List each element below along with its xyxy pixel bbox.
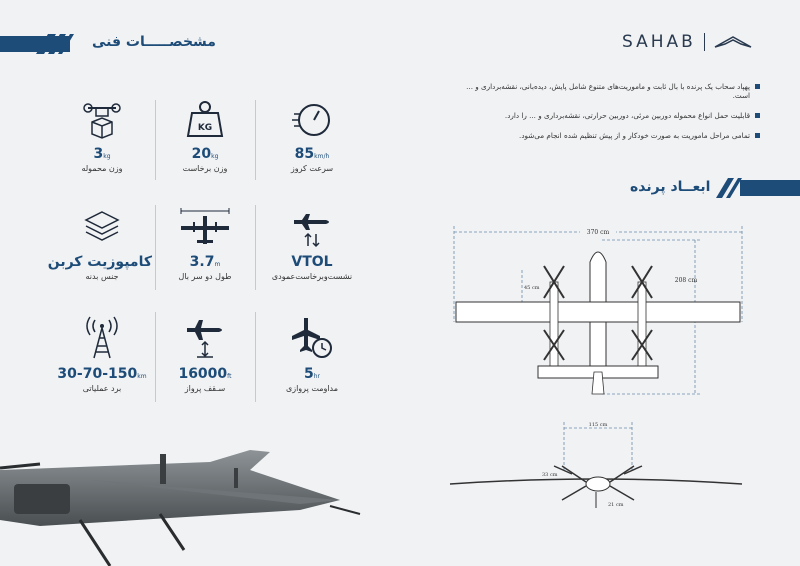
takeoff-weight-unit: kg [211, 153, 219, 160]
divider [255, 100, 256, 180]
prop-offset-label: 45 cm [524, 285, 540, 291]
brand-name: SAHAB [622, 32, 696, 52]
range-value: 30-70-150 [57, 366, 138, 382]
bullet-icon [755, 113, 760, 118]
spec-wingspan [155, 208, 255, 281]
specs-header [0, 30, 230, 58]
wingspan-unit: m [214, 261, 221, 268]
spec-range [52, 316, 152, 393]
span-dimension-label: 370 cm [586, 229, 610, 236]
payload-label: وزن محموله [81, 164, 123, 173]
brand-logo [622, 32, 753, 52]
top-view-drawing [440, 222, 760, 412]
range-unit: km [137, 373, 147, 380]
speed-value: 85 [294, 146, 315, 162]
height-top-label: 33 cm [542, 472, 558, 478]
spec-payload [52, 100, 152, 173]
drone-image [0, 440, 380, 566]
spec-ceiling [155, 316, 255, 393]
altitude-icon [183, 316, 227, 360]
header-stripes-icon [36, 32, 84, 56]
dimensions-header [630, 176, 800, 202]
front-view-drawing [446, 416, 746, 512]
speed-unit: km/h [314, 153, 330, 160]
takeoff-weight-value: 20 [191, 146, 212, 162]
wingspan-label: طول دو سر بال [178, 272, 232, 281]
endurance-label: مداومت پروازی [285, 384, 339, 393]
vtol-value: VTOL [291, 254, 333, 270]
ceiling-label: سـقف پرواز [184, 384, 226, 393]
tail-width-label: 115 cm [588, 422, 608, 428]
spec-speed [262, 100, 362, 173]
layers-icon [82, 208, 122, 248]
spec-takeoff-weight [155, 100, 255, 173]
spec-material [47, 208, 152, 281]
description-list [448, 82, 760, 151]
ceiling-value: 16000 [178, 366, 228, 382]
length-dimension-label: 208 cm [674, 277, 698, 284]
drone-payload-icon [82, 100, 122, 140]
height-bottom-label: 21 cm [608, 502, 624, 508]
takeoff-weight-label: وزن برخاست [182, 164, 228, 173]
speed-label: سرعت کروز [290, 164, 334, 173]
bullet-icon [755, 84, 760, 89]
list-item: قابلیت حمل انواع محموله دوربین مرئی، دوربین حرارتی، نقشه‌برداری و ... را دارد. [448, 111, 760, 120]
list-item: تمامی مراحل ماموریت به صورت خودکار و از پیش تنظیم شده انجام می‌شود. [448, 131, 760, 140]
endurance-icon [290, 316, 334, 360]
bullet-icon [755, 133, 760, 138]
range-label: برد عملیاتی [82, 384, 122, 393]
divider [255, 205, 256, 290]
antenna-icon [80, 316, 124, 360]
svg-text:KG: KG [197, 123, 213, 133]
spec-vtol [262, 208, 362, 281]
list-item: پهپاد سحاب یک پرنده با بال ثابت و ماموریت‌های متنوع شامل پایش، دیده‌بانی، نقشه‌برداری و ... است. [448, 82, 760, 100]
wingspan-value: 3.7 [189, 254, 215, 270]
specs-title: مشخصـــــات فنی [92, 34, 216, 50]
endurance-value: 5 [303, 366, 314, 382]
endurance-unit: hr [313, 373, 321, 380]
dimensions-title: ابعــاد پرنده [630, 179, 711, 195]
logo-separator [704, 33, 705, 51]
payload-unit: kg [103, 153, 111, 160]
payload-value: 3 [93, 146, 104, 162]
speedometer-icon [292, 100, 332, 140]
ceiling-unit: ft [227, 373, 232, 380]
header-stripes-icon [716, 176, 756, 200]
wingspan-icon [175, 208, 235, 248]
divider [255, 312, 256, 402]
vertical-takeoff-icon [290, 208, 334, 248]
weight-icon [185, 100, 225, 140]
spec-endurance [262, 316, 362, 393]
wing-logo-icon [713, 34, 753, 50]
vtol-label: نشست‌وبرخاست‌عمودی [271, 272, 353, 281]
material-label: جنس بدنه [85, 272, 119, 281]
material-value: کامپوزیت کربن [47, 254, 152, 270]
